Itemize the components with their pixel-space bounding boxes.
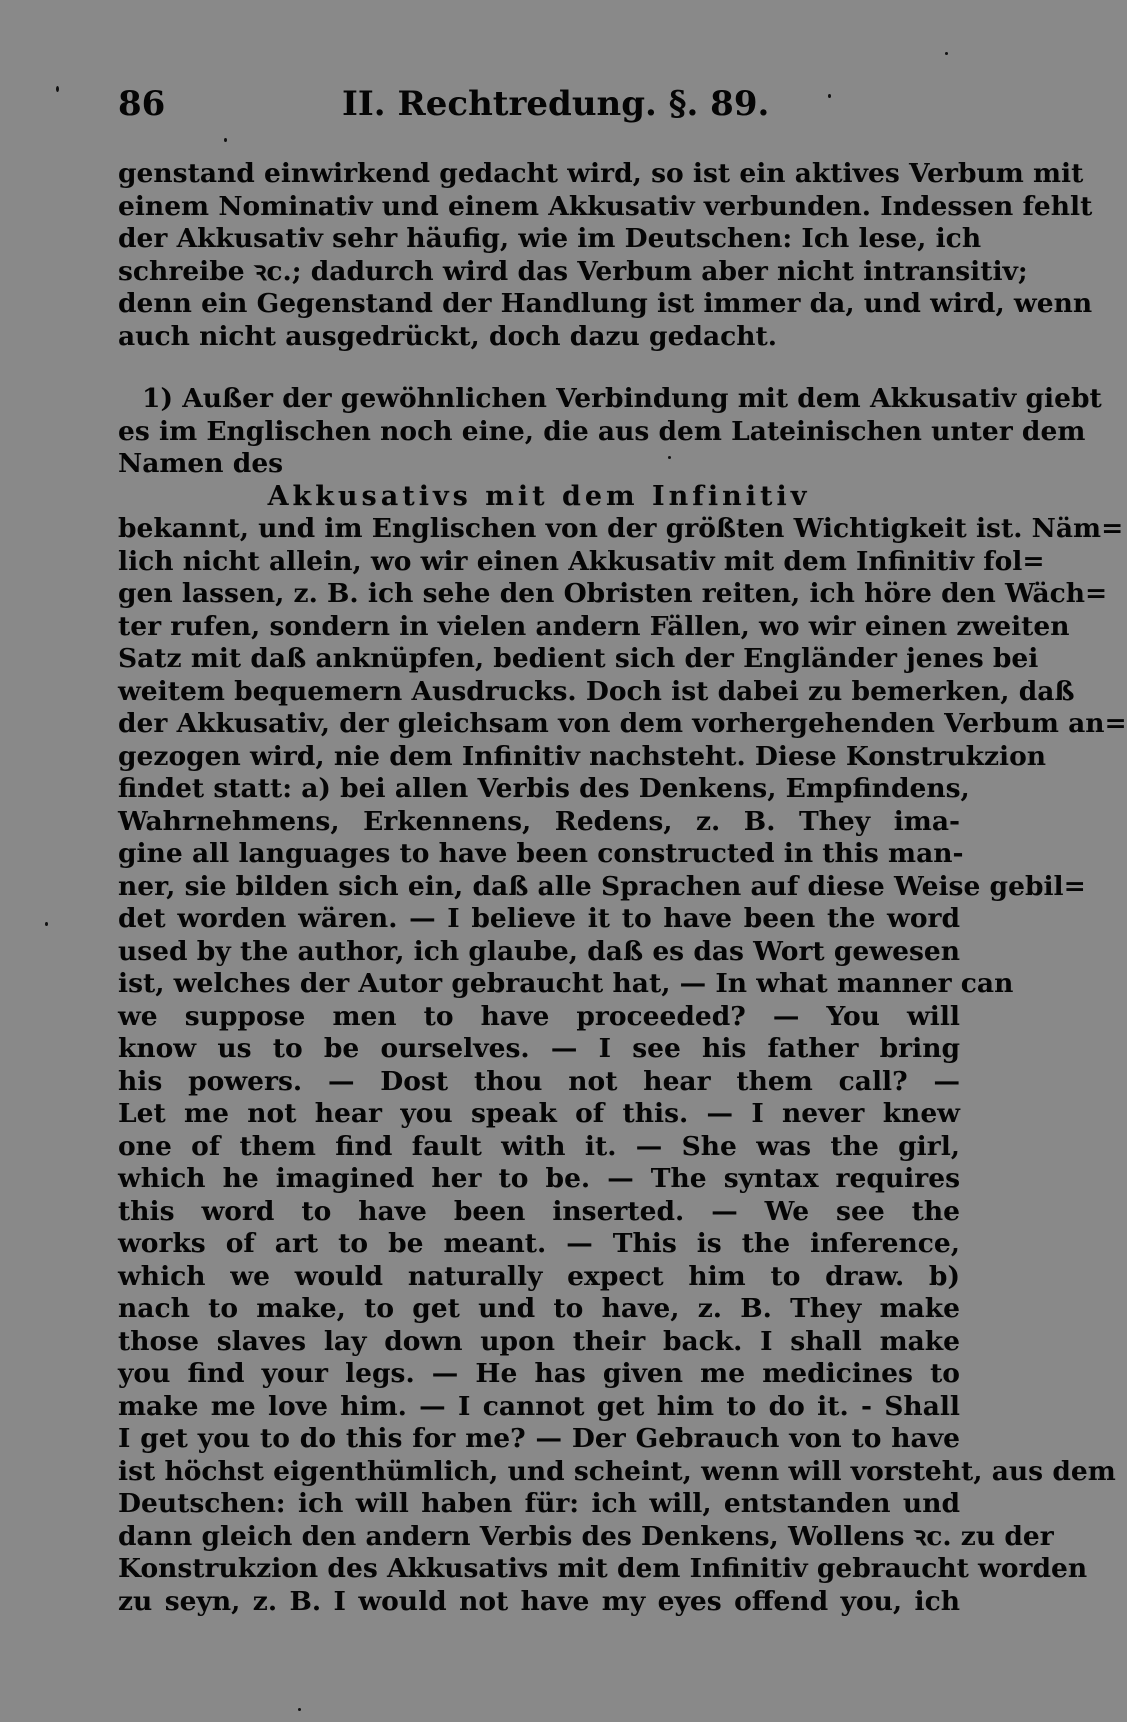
scan-speck (828, 94, 831, 98)
section-heading: Akkusativs mit dem Infinitiv (267, 480, 811, 512)
text-line: genstand einwirkend gedacht wird, so ist ein aktives Verbum mit (118, 158, 1084, 189)
text-line: those slaves lay down upon their back. I shall make (118, 1325, 960, 1357)
text-line: gine all languages to have been constructed in this man- (118, 838, 964, 869)
text-line: we suppose men to have proceeded? — You will (118, 1000, 960, 1032)
text-line: lich nicht allein, wo wir einen Akkusativ mit dem Infinitiv fol= (118, 545, 1045, 577)
page-number: 86 (118, 84, 166, 124)
text-line: schreibe ꝛc.; dadurch wird das Verbum aber nicht intransitiv; (118, 255, 1028, 287)
text-line: zu seyn, z. B. I would not have my eyes offend you, ich (118, 1585, 960, 1617)
text-line: dann gleich den andern Verbis des Denkens, Wollens ꝛc. zu der (118, 1520, 1054, 1552)
paragraph-2 (118, 513, 1127, 1618)
scan-speck (56, 86, 59, 92)
text-line: works of art to be meant. — This is the inference, (118, 1228, 960, 1259)
text-line: Deutschen: ich will haben für: ich will, entstanden und (118, 1488, 960, 1519)
text-line: this word to have been inserted. — We see the (118, 1195, 960, 1227)
text-line: Konstrukzion des Akkusativs mit dem Infinitiv gebraucht worden (118, 1553, 1088, 1584)
text-line: ist höchst eigenthümlich, und scheint, wenn will vorsteht, aus dem (118, 1455, 1116, 1487)
text-line: 1) Außer der gewöhnlichen Verbindung mit dem Akkusativ giebt (142, 383, 1102, 414)
text-line: ner, sie bilden sich ein, daß alle Sprachen auf diese Weise gebil= (118, 870, 1086, 902)
text-line: you find your legs. — He has given me medicines to (118, 1358, 960, 1389)
text-line: bekannt, und im Englischen von der größten Wichtigkeit ist. Näm= (118, 513, 1124, 544)
text-line: einem Nominativ und einem Akkusativ verbunden. Indessen fehlt (118, 190, 1093, 222)
paragraph-2-intro (118, 383, 1102, 481)
running-head: II. Rechtredung. §. 89. (342, 84, 770, 124)
paragraph-spacer (118, 353, 960, 383)
scan-speck (298, 1708, 301, 1711)
text-line: gezogen wird, nie dem Infinitiv nachsteht. Diese Konstrukzion (118, 740, 1047, 772)
text-line: Wahrnehmens, Erkennens, Redens, z. B. They ima- (118, 805, 960, 837)
text-line: gen lassen, z. B. ich sehe den Obristen reiten, ich höre den Wäch= (118, 578, 1108, 609)
text-line: ter rufen, sondern in vielen andern Fällen, wo wir einen zweiten (118, 610, 1070, 642)
page-body (118, 158, 1127, 1618)
text-line: which we would naturally expect him to draw. b) (118, 1260, 960, 1292)
scan-speck (224, 138, 227, 142)
text-line: es im Englischen noch eine, die aus dem Lateinischen unter dem (118, 415, 1086, 447)
text-line: findet statt: a) bei allen Verbis des Denkens, Empfindens, (118, 773, 970, 804)
text-line: Namen des (118, 448, 284, 479)
text-line: one of them find fault with it. — She was the girl, (118, 1130, 960, 1162)
scan-speck (945, 52, 948, 55)
paragraph-1 (118, 158, 1093, 353)
text-line: used by the author, ich glaube, daß es das Wort gewesen (118, 935, 960, 967)
scan-speck (668, 456, 671, 459)
text-line: his powers. — Dost thou not hear them call? — (118, 1065, 960, 1097)
text-line: det worden wären. — I believe it to have been the word (118, 903, 960, 934)
text-line: Let me not hear you speak of this. — I never knew (118, 1098, 960, 1129)
text-line: weitem bequemern Ausdrucks. Doch ist dabei zu bemerken, daß (118, 675, 1075, 707)
text-line: ist, welches der Autor gebraucht hat, — In what manner can (118, 968, 1014, 999)
text-line: denn ein Gegenstand der Handlung ist immer da, und wird, wenn (118, 288, 1093, 319)
scan-speck (45, 922, 48, 926)
text-line: which he imagined her to be. — The syntax requires (118, 1163, 960, 1194)
text-line: know us to be ourselves. — I see his father bring (118, 1033, 960, 1064)
text-line: nach to make, to get und to have, z. B. They make (118, 1293, 960, 1324)
text-line: der Akkusativ sehr häufig, wie im Deutschen: Ich lese, ich (118, 223, 982, 254)
text-line: I get you to do this for me? — Der Gebrauch von to have (118, 1423, 960, 1454)
text-line: make me love him. — I cannot get him to do it. - Shall (118, 1390, 960, 1422)
text-line: auch nicht ausgedrückt, doch dazu gedacht. (118, 320, 777, 352)
page-header (118, 84, 960, 134)
text-line: der Akkusativ, der gleichsam von dem vorhergehenden Verbum an= (118, 708, 1127, 739)
text-line: Satz mit daß anknüpfen, bedient sich der Engländer jenes bei (118, 643, 1039, 674)
